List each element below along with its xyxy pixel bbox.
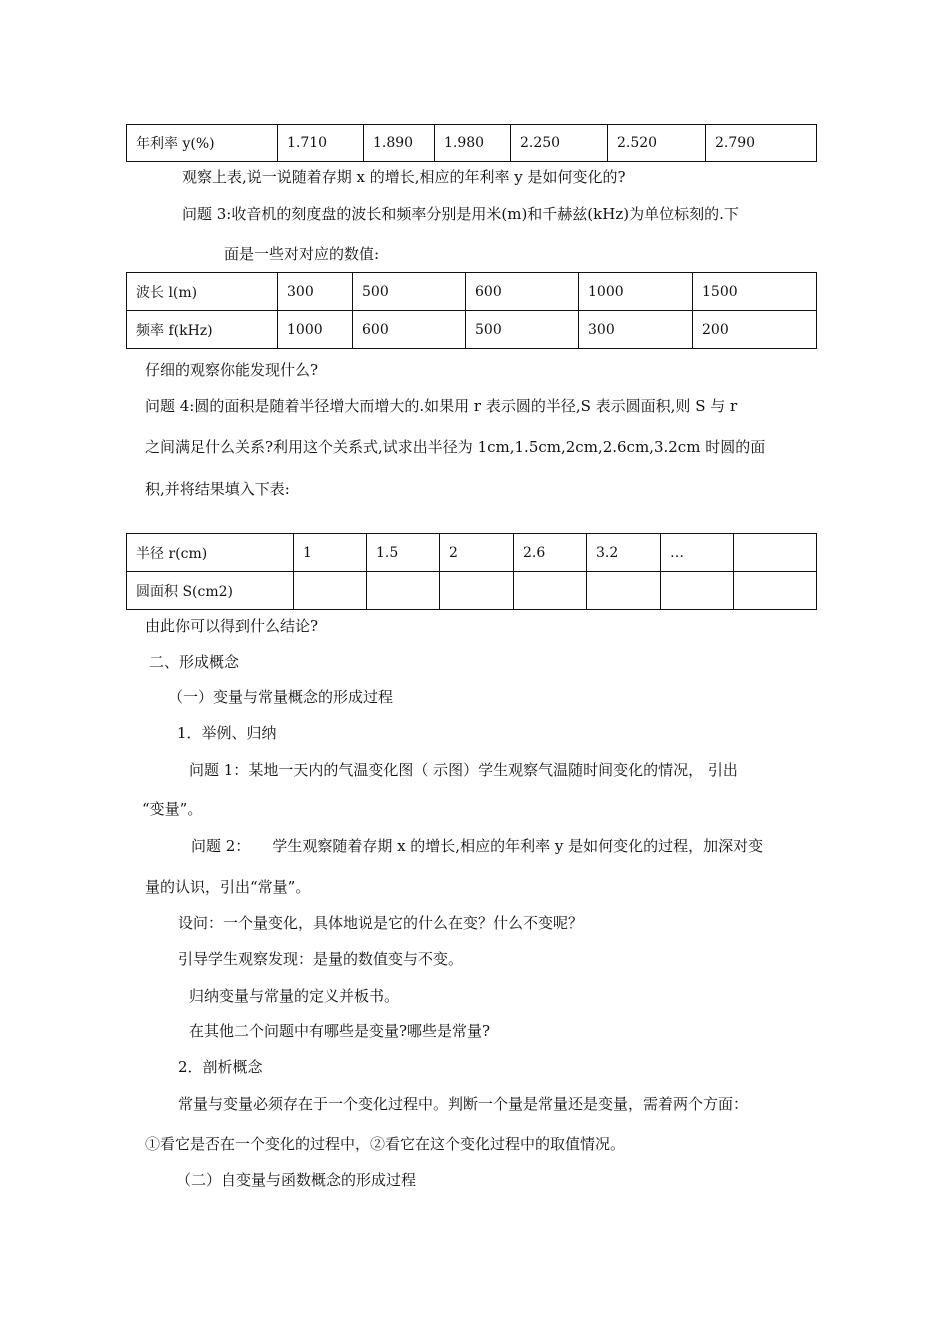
table-cell: 波长 l(m) — [127, 273, 278, 311]
table-cell — [734, 572, 817, 610]
table-cell — [734, 534, 817, 572]
table-cell: 1500 — [693, 273, 817, 311]
table-cell — [661, 572, 734, 610]
question-2 — [191, 835, 763, 856]
table-cell: 200 — [693, 311, 817, 349]
table-cell — [514, 572, 587, 610]
paragraph: 问题 4:圆的面积是随着半径增大而增大的.如果用 r 表示圆的半径,S 表示圆面积,则 S 与 r — [145, 397, 738, 415]
table-cell: 300 — [278, 273, 353, 311]
table-cell: 1000 — [278, 311, 353, 349]
table-cell: 2.520 — [608, 125, 706, 162]
paragraph: “变量”。 — [142, 800, 203, 818]
table-row — [127, 125, 817, 162]
paragraph: 设问：一个量变化，具体地说是它的什么在变？什么不变呢？ — [178, 914, 584, 932]
paragraph: 之间满足什么关系?利用这个关系式,试求出半径为 1cm,1.5cm,2cm,2.6cm,3.2cm 时圆的面 — [145, 438, 766, 456]
table-cell: 2 — [440, 534, 514, 572]
paragraph: 观察上表,说一说随着存期 x 的增长,相应的年利率 y 是如何变化的? — [182, 168, 626, 186]
question-text: 某地一天内的气温变化图（ 示图）学生观察气温随时间变化的情况， 引出 — [248, 761, 738, 779]
table-cell: 1000 — [579, 273, 693, 311]
paragraph: 常量与变量必须存在于一个变化过程中。判断一个量是常量还是变量，需着两个方面： — [178, 1095, 749, 1113]
question-label: 问题 1： — [189, 761, 249, 779]
circle-area-table — [126, 533, 817, 610]
table-cell: 2.790 — [706, 125, 817, 162]
subsection-heading: （二）自变量与函数概念的形成过程 — [176, 1171, 417, 1189]
table-cell: 半径 r(cm) — [127, 534, 294, 572]
paragraph: 面是一些对对应的数值: — [224, 245, 380, 263]
table-cell: … — [661, 534, 734, 572]
subsubsection-heading: 1．举例、归纳 — [177, 724, 277, 742]
paragraph: ①看它是否在一个变化的过程中，②看它在这个变化过程中的取值情况。 — [145, 1135, 626, 1153]
table-cell: 2.6 — [514, 534, 587, 572]
table-cell — [587, 572, 661, 610]
subsection-heading: （一）变量与常量概念的形成过程 — [168, 688, 394, 706]
table-cell: 300 — [579, 311, 693, 349]
table-cell — [294, 572, 367, 610]
paragraph: 在其他二个问题中有哪些是变量?哪些是常量? — [189, 1022, 491, 1040]
question-1 — [189, 759, 738, 780]
table-cell: 2.250 — [511, 125, 608, 162]
table-cell: 600 — [466, 273, 579, 311]
paragraph: 由此你可以得到什么结论? — [145, 617, 319, 635]
table-cell: 1.980 — [435, 125, 511, 162]
paragraph: 引导学生观察发现：是量的数值变与不变。 — [178, 950, 464, 968]
table-cell: 1.710 — [278, 125, 364, 162]
table-cell — [367, 572, 440, 610]
table-row — [127, 572, 817, 610]
table-cell: 1.5 — [367, 534, 440, 572]
subsubsection-heading: 2．剖析概念 — [178, 1058, 263, 1076]
table-cell: 3.2 — [587, 534, 661, 572]
paragraph: 积,并将结果填入下表: — [145, 480, 290, 498]
table-row — [127, 534, 817, 572]
section-heading: 二、形成概念 — [149, 653, 240, 671]
table-cell: 1.890 — [364, 125, 435, 162]
paragraph: 量的认识，引出“常量”。 — [145, 878, 311, 896]
table-cell: 频率 f(kHz) — [127, 311, 278, 349]
table-cell: 1 — [294, 534, 367, 572]
table-cell — [440, 572, 514, 610]
table-cell: 圆面积 S(cm2) — [127, 572, 294, 610]
question-label: 问题 2： — [191, 837, 251, 855]
paragraph: 归纳变量与常量的定义并板书。 — [189, 987, 400, 1005]
paragraph: 仔细的观察你能发现什么? — [145, 361, 319, 379]
table-cell: 600 — [353, 311, 466, 349]
table-cell: 500 — [353, 273, 466, 311]
wavelength-frequency-table — [126, 272, 817, 349]
table-cell: 500 — [466, 311, 579, 349]
table-row — [127, 273, 817, 311]
question-text: 学生观察随着存期 x 的增长,相应的年利率 y 是如何变化的过程，加深对变 — [272, 837, 764, 855]
paragraph: 问题 3:收音机的刻度盘的波长和频率分别是用米(m)和千赫兹(kHz)为单位标刻的.下 — [182, 205, 739, 223]
interest-rate-table — [126, 124, 817, 162]
table-row — [127, 311, 817, 349]
table-cell: 年利率 y(%) — [127, 125, 278, 162]
